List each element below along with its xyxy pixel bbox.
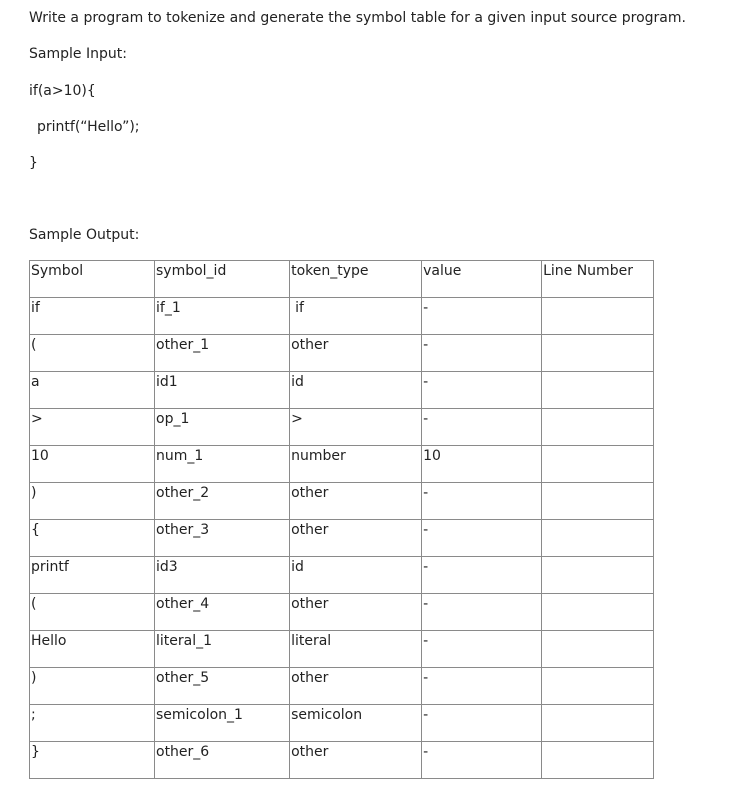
cell-value: - <box>422 372 542 409</box>
cell-token-type: semicolon <box>290 705 422 742</box>
cell-symbol: > <box>30 409 155 446</box>
cell-symbol: { <box>30 520 155 557</box>
cell-line-number <box>542 705 654 742</box>
table-row <box>30 668 654 705</box>
cell-symbol-id: num_1 <box>155 446 290 483</box>
table-row <box>30 557 654 594</box>
cell-value: - <box>422 483 542 520</box>
table-row <box>30 594 654 631</box>
cell-line-number <box>542 557 654 594</box>
cell-line-number <box>542 668 654 705</box>
cell-token-type: number <box>290 446 422 483</box>
table-row <box>30 335 654 372</box>
cell-token-type: id <box>290 372 422 409</box>
cell-value: - <box>422 742 542 779</box>
cell-line-number <box>542 298 654 335</box>
task-description: Write a program to tokenize and generate the symbol table for a given input source program. <box>29 10 686 26</box>
cell-value: - <box>422 557 542 594</box>
cell-symbol: a <box>30 372 155 409</box>
cell-symbol: printf <box>30 557 155 594</box>
cell-value: - <box>422 631 542 668</box>
cell-token-type: other <box>290 742 422 779</box>
cell-symbol: ) <box>30 483 155 520</box>
cell-line-number <box>542 372 654 409</box>
sample-input-label: Sample Input: <box>29 46 127 62</box>
cell-value: - <box>422 705 542 742</box>
table-row <box>30 446 654 483</box>
cell-symbol-id: id3 <box>155 557 290 594</box>
cell-symbol-id: other_1 <box>155 335 290 372</box>
cell-symbol-id: other_2 <box>155 483 290 520</box>
cell-symbol: ) <box>30 668 155 705</box>
cell-symbol-id: other_5 <box>155 668 290 705</box>
cell-symbol-id: other_3 <box>155 520 290 557</box>
cell-line-number <box>542 409 654 446</box>
cell-line-number <box>542 631 654 668</box>
cell-value: - <box>422 594 542 631</box>
cell-token-type: other <box>290 594 422 631</box>
code-line: printf(“Hello”); <box>37 119 140 135</box>
table-row <box>30 742 654 779</box>
cell-symbol: ; <box>30 705 155 742</box>
header-symbol: Symbol <box>30 261 155 298</box>
cell-line-number <box>542 520 654 557</box>
table-row <box>30 483 654 520</box>
cell-symbol-id: if_1 <box>155 298 290 335</box>
table-header-row <box>30 261 654 298</box>
header-token-type: token_type <box>290 261 422 298</box>
table-row <box>30 298 654 335</box>
cell-symbol: 10 <box>30 446 155 483</box>
cell-token-type: other <box>290 520 422 557</box>
cell-line-number <box>542 742 654 779</box>
cell-symbol-id: semicolon_1 <box>155 705 290 742</box>
cell-token-type: other <box>290 668 422 705</box>
table-row <box>30 520 654 557</box>
cell-symbol-id: other_4 <box>155 594 290 631</box>
cell-value: - <box>422 409 542 446</box>
table-row <box>30 705 654 742</box>
cell-token-type: literal <box>290 631 422 668</box>
cell-value: - <box>422 668 542 705</box>
table-row <box>30 409 654 446</box>
cell-token-type: other <box>290 335 422 372</box>
cell-symbol-id: literal_1 <box>155 631 290 668</box>
header-value: value <box>422 261 542 298</box>
cell-value: - <box>422 520 542 557</box>
cell-token-type: other <box>290 483 422 520</box>
cell-symbol: Hello <box>30 631 155 668</box>
cell-line-number <box>542 483 654 520</box>
cell-value: - <box>422 298 542 335</box>
cell-token-type: id <box>290 557 422 594</box>
cell-token-type: > <box>290 409 422 446</box>
code-line: } <box>29 155 38 171</box>
cell-symbol: } <box>30 742 155 779</box>
cell-symbol: ( <box>30 335 155 372</box>
cell-line-number <box>542 335 654 372</box>
sample-output-label: Sample Output: <box>29 227 140 243</box>
table-row <box>30 631 654 668</box>
code-line: if(a>10){ <box>29 83 96 99</box>
cell-symbol: if <box>30 298 155 335</box>
cell-symbol: ( <box>30 594 155 631</box>
cell-token-type: if <box>290 298 422 335</box>
table-row <box>30 372 654 409</box>
cell-symbol-id: id1 <box>155 372 290 409</box>
cell-line-number <box>542 446 654 483</box>
symbol-table <box>29 260 654 779</box>
cell-symbol-id: other_6 <box>155 742 290 779</box>
cell-symbol-id: op_1 <box>155 409 290 446</box>
cell-value: - <box>422 335 542 372</box>
cell-line-number <box>542 594 654 631</box>
header-symbol-id: symbol_id <box>155 261 290 298</box>
header-line-number: Line Number <box>542 261 654 298</box>
cell-value: 10 <box>422 446 542 483</box>
